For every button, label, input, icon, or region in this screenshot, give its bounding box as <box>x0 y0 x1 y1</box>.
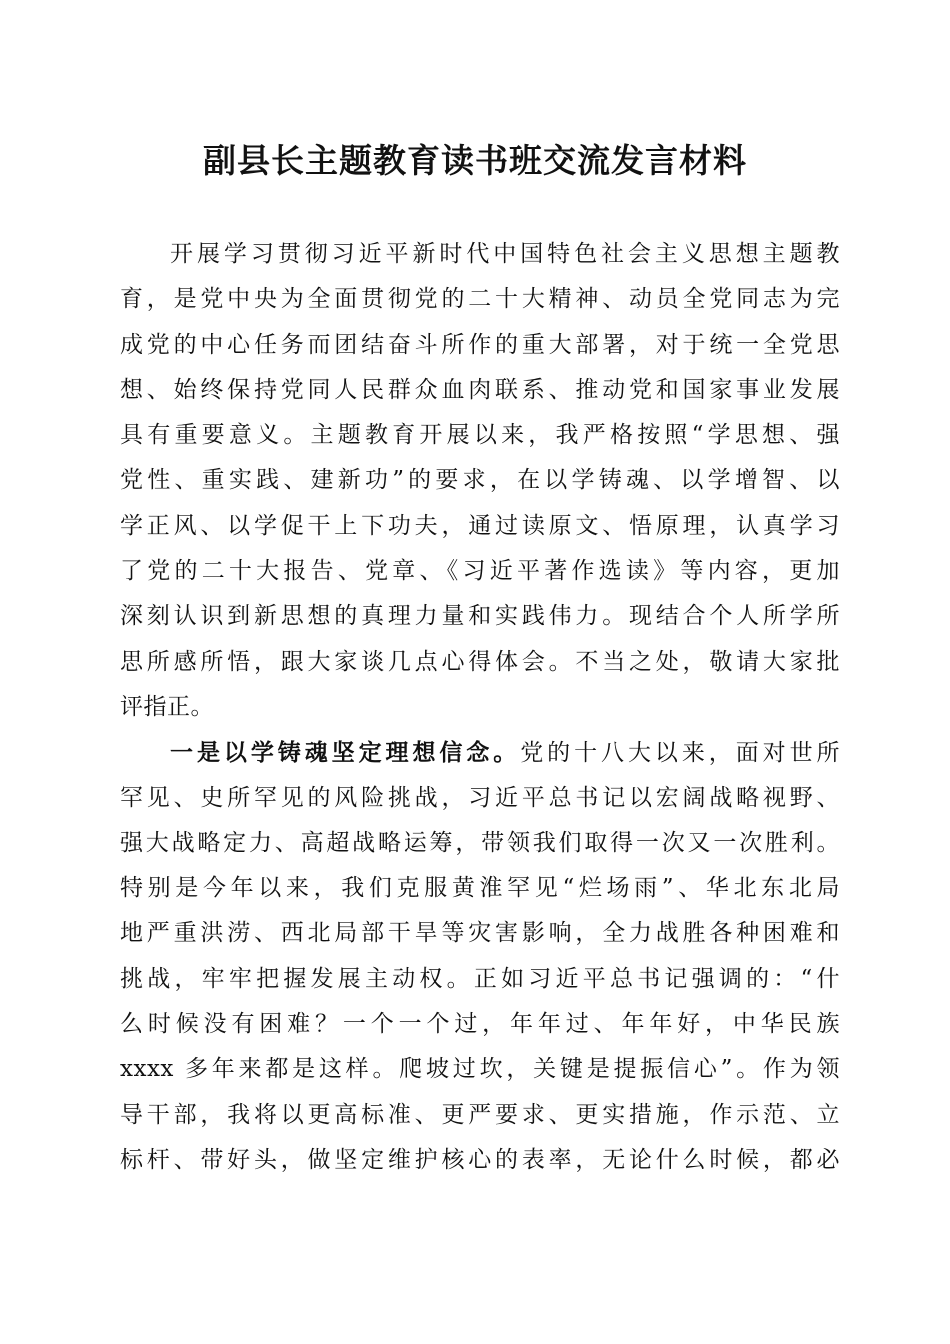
paragraph-2-line: 么时候没有困难？一个一个过，年年过、年年好，中华民族 <box>120 1011 840 1038</box>
paragraph-1-line: 成党的中心任务而团结奋斗所作的重大部署，对于统一全党思 <box>120 331 840 358</box>
document-body <box>120 232 840 1183</box>
paragraph-2-line: 标杆、带好头，做坚定维护核心的表率，无论什么时候，都必 <box>120 1146 840 1173</box>
paragraph-1-line: 学正风、以学促干上下功夫，通过读原文、悟原理，认真学习 <box>120 512 840 539</box>
paragraph-2-heading: 一是以学铸魂坚定理想信念。 <box>170 739 521 767</box>
paragraph-1-line: 评指正。 <box>120 693 214 720</box>
paragraph-2-first-line <box>120 730 840 775</box>
paragraph-2-line: 挑战，牢牢把握发展主动权。正如习近平总书记强调的：“什 <box>120 965 840 992</box>
paragraph-2-line: 罕见、史所罕见的风险挑战，习近平总书记以宏阔战略视野、 <box>120 784 840 811</box>
paragraph-1-line: 想、始终保持党同人民群众血肉联系、推动党和国家事业发展 <box>120 376 840 403</box>
paragraph-2-line: 特别是今年以来，我们克服黄淮罕见“烂场雨”、华北东北局 <box>120 875 840 902</box>
paragraph-2-line: 导干部，我将以更高标准、更严要求、更实措施，作示范、立 <box>120 1101 840 1128</box>
paragraph-1-line: 育，是党中央为全面贯彻党的二十大精神、动员全党同志为完 <box>120 286 840 313</box>
paragraph-1-line: 深刻认识到新思想的真理力量和实践伟力。现结合个人所学所 <box>120 603 840 630</box>
paragraph-2-first-line-text: 党的十八大以来，面对世所 <box>520 740 840 767</box>
paragraph-2-line: 地严重洪涝、西北局部干旱等灾害影响，全力战胜各种困难和 <box>120 920 840 947</box>
paragraph-2-line: xxxx 多年来都是这样。爬坡过坎，关键是提振信心”。作为领 <box>120 1056 840 1083</box>
paragraph-1-line: 了党的二十大报告、党章、《习近平著作选读》等内容，更加 <box>120 558 840 585</box>
paragraph-1-line: 开展学习贯彻习近平新时代中国特色社会主义思想主题教 <box>170 241 840 267</box>
paragraph-1-line: 思所感所悟，跟大家谈几点心得体会。不当之处，敬请大家批 <box>120 648 840 675</box>
paragraph-2-line: 强大战略定力、高超战略运筹，带领我们取得一次又一次胜利。 <box>120 829 840 856</box>
paragraph-1-line: 具有重要意义。主题教育开展以来，我严格按照“学思想、强 <box>120 422 840 449</box>
document-title: 副县长主题教育读书班交流发言材料 <box>203 141 747 180</box>
paragraph-1-line: 党性、重实践、建新功”的要求，在以学铸魂、以学增智、以 <box>120 467 840 494</box>
